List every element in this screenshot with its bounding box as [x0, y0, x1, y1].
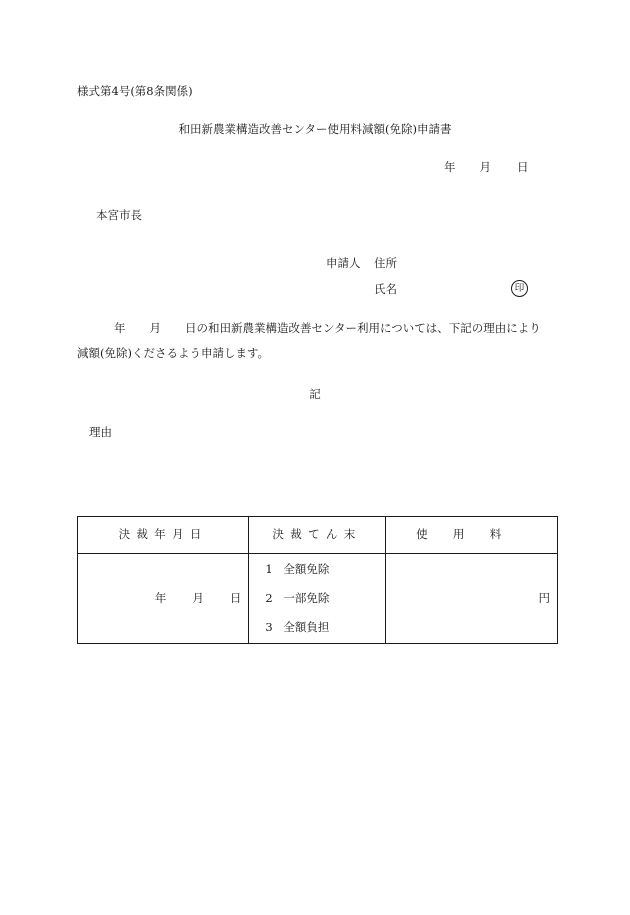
applicant-label: 申請人 — [326, 256, 361, 270]
body-year: 年 — [114, 321, 126, 335]
body-text-line-2: 減額(免除)くださるよう申請します。 — [77, 346, 270, 360]
date-day: 日 — [517, 160, 529, 174]
name-label: 氏名 — [374, 282, 397, 296]
decision-day: 日 — [229, 590, 242, 605]
address-label: 住所 — [374, 256, 397, 270]
outcome-option: 3 全額負担 — [265, 620, 330, 634]
reason-label: 理由 — [89, 425, 112, 439]
header-usage-fee: 使用料 — [385, 517, 557, 554]
table-header-row — [78, 517, 558, 554]
date-year: 年 — [444, 160, 456, 174]
date-month: 月 — [479, 160, 491, 174]
usage-fee-cell — [385, 554, 557, 644]
table-body-row — [78, 554, 558, 644]
decision-table — [77, 516, 558, 644]
fee-unit: 円 — [538, 590, 550, 605]
body-text-line-1 — [114, 323, 541, 335]
outcome-option: 2 一部免除 — [265, 591, 330, 605]
outcome-option: 1 全額免除 — [265, 562, 330, 576]
decision-year: 年 — [154, 590, 167, 605]
seal-mark: 印 — [511, 280, 528, 297]
decision-outcome-cell — [249, 554, 385, 644]
body-month: 月 — [149, 321, 161, 335]
application-date — [444, 162, 529, 174]
decision-month: 月 — [192, 590, 204, 605]
body-line1-rest: 日の和田新農業構造改善センター利用については、下記の理由により — [185, 321, 541, 335]
ki-heading: 記 — [309, 387, 321, 401]
addressee: 本宮市長 — [96, 208, 142, 222]
header-decision-outcome: 決裁てん末 — [249, 517, 385, 554]
form-number: 様式第4号(第8条関係) — [77, 84, 193, 98]
decision-date-cell — [78, 554, 249, 644]
header-decision-date: 決裁年月日 — [78, 517, 249, 554]
document-title: 和田新農業構造改善センター使用料減額(免除)申請書 — [178, 122, 452, 136]
